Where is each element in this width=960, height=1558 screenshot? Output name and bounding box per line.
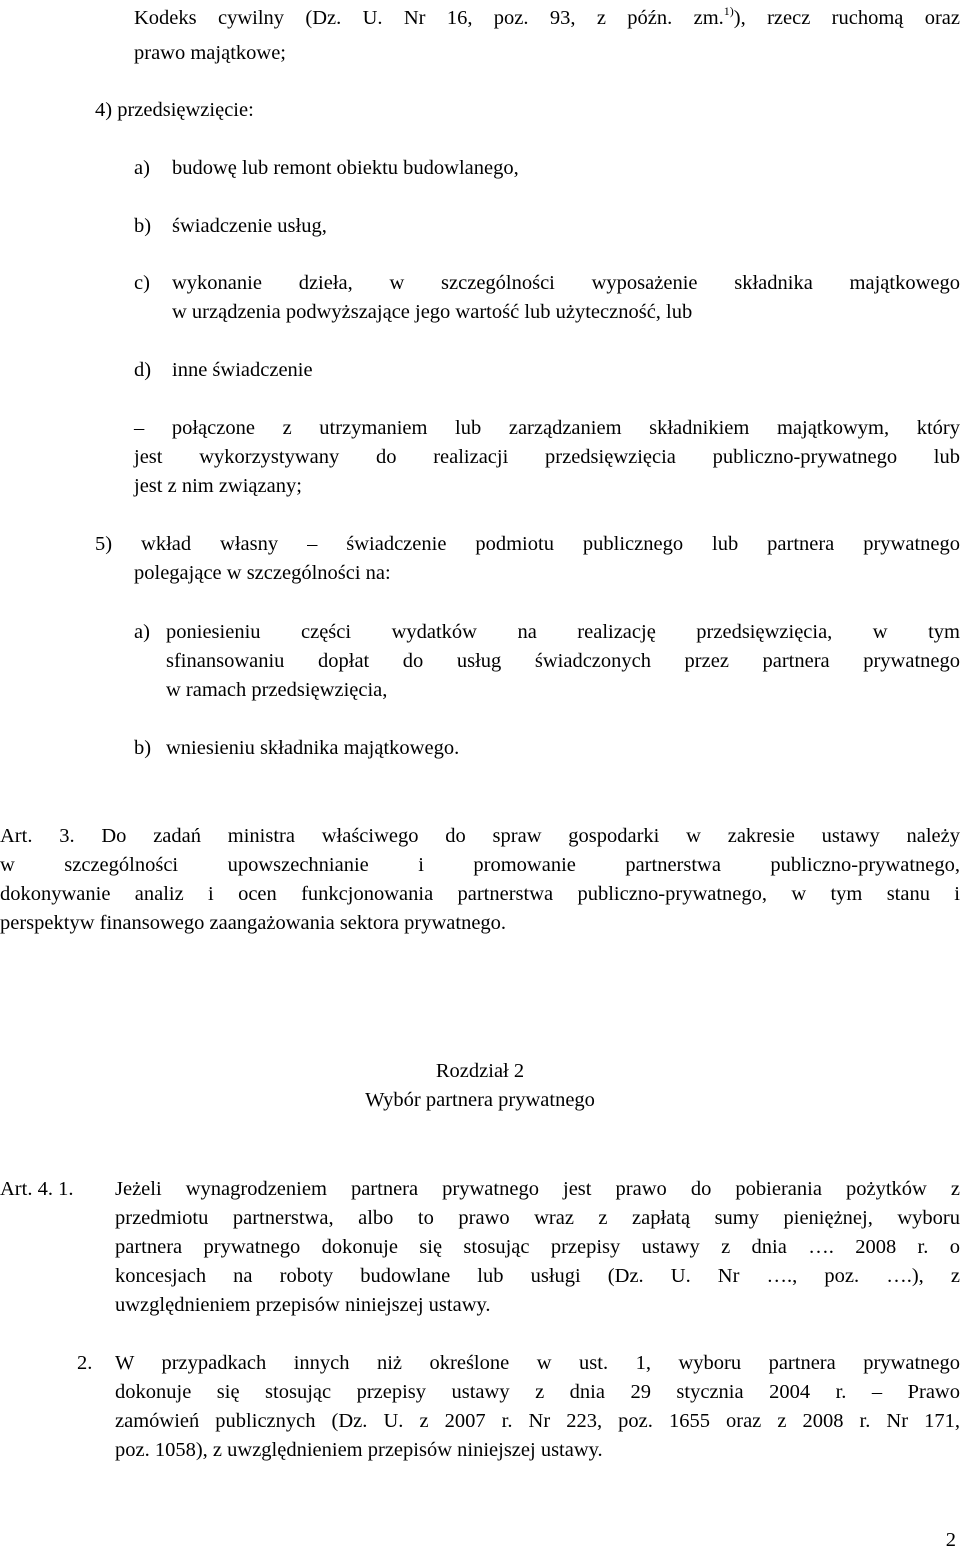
item4-tail-line-2: jest wykorzystywany do realizacji przedsięwzięcia publiczno-prywatnego lub — [134, 446, 960, 468]
item5-a-line-1: poniesieniu części wydatków na realizację przedsięwzięcia, w tym — [166, 621, 960, 643]
art4-p1-line-1: Jeżeli wynagrodzeniem partnera prywatnego jest prawo do pobierania pożytków z — [115, 1178, 960, 1200]
art4-p2-line-1: W przypadkach innych niż określone w ust. 1, wyboru partnera prywatnego — [115, 1352, 960, 1374]
item4-b-marker: b) — [134, 215, 152, 237]
item4-label: 4) przedsięwzięcie: — [95, 99, 254, 121]
art4-p2-line-4: poz. 1058), z uwzględnieniem przepisów niniejszej ustawy. — [115, 1439, 603, 1461]
item4-d-marker: d) — [134, 359, 152, 381]
art4-p1-line-4: koncesjach na roboty budowlane lub usługi (Dz. U. Nr …., poz. ….), z — [115, 1265, 960, 1287]
art4-p1-line-3: partnera prywatnego dokonuje się stosując przepisy ustawy z dnia …. 2008 r. o — [115, 1236, 960, 1258]
chapter-number: Rozdział 2 — [435, 1060, 525, 1082]
item4-b-text: świadczenie usług, — [172, 215, 327, 237]
page-number: 2 — [945, 1529, 956, 1551]
item4-d-text: inne świadczenie — [172, 359, 313, 381]
art4-p1-line-2: przedmiotu partnerstwa, albo to prawo wraz z zapłatą sumy pieniężnej, wyboru — [115, 1207, 960, 1229]
art4-p1-line-5: uwzględnieniem przepisów niniejszej ustawy. — [115, 1294, 491, 1316]
chapter-title: Wybór partnera prywatnego — [365, 1089, 595, 1111]
art4-label: Art. 4. 1. — [0, 1178, 74, 1200]
item5-b-text: wniesieniu składnika majątkowego. — [166, 737, 460, 759]
art3-line-3: dokonywanie analiz i ocen funkcjonowania partnerstwa publiczno-prywatnego, w tym stanu i — [0, 883, 960, 905]
item4-c-line-1: wykonanie dzieła, w szczególności wyposażenie składnika majątkowego — [172, 272, 960, 294]
item4-a-text: budowę lub remont obiektu budowlanego, — [172, 157, 519, 179]
art3-line-1: Art. 3. Do zadań ministra właściwego do spraw gospodarki w zakresie ustawy należy — [0, 825, 960, 847]
item5-a-marker: a) — [134, 621, 150, 643]
item5-b-marker: b) — [134, 737, 152, 759]
item5-line-1: 5) wkład własny – świadczenie podmiotu publicznego lub partnera prywatnego — [95, 533, 960, 555]
intro-text-tail: ), rzecz ruchomą oraz — [733, 7, 960, 29]
item5-a-line-3: w ramach przedsięwzięcia, — [166, 679, 388, 701]
intro-line-1 — [134, 4, 960, 33]
art4-p2-marker: 2. — [77, 1352, 93, 1374]
intro-text: Kodeks cywilny (Dz. U. Nr 16, poz. 93, z późn. zm. — [134, 7, 724, 29]
item4-tail-line-1: – połączone z utrzymaniem lub zarządzaniem składnikiem majątkowym, który — [134, 417, 960, 439]
item5-line-2: polegające w szczególności na: — [134, 562, 391, 584]
footnote-reference[interactable]: 1) — [723, 4, 734, 18]
item4-tail-line-3: jest z nim związany; — [134, 475, 302, 497]
art3-line-4: perspektyw finansowego zaangażowania sektora prywatnego. — [0, 912, 507, 934]
art3-line-2: w szczególności upowszechnianie i promowanie partnerstwa publiczno-prywatnego, — [0, 854, 960, 876]
item4-c-marker: c) — [134, 272, 150, 294]
item4-c-line-2: w urządzenia podwyższające jego wartość lub użyteczność, lub — [172, 301, 693, 323]
item4-a-marker: a) — [134, 157, 150, 179]
item5-a-line-2: sfinansowaniu dopłat do usług świadczonych przez partnera prywatnego — [166, 650, 960, 672]
art4-p2-line-2: dokonuje się stosując przepisy ustawy z dnia 29 stycznia 2004 r. – Prawo — [115, 1381, 960, 1403]
intro-line-2: prawo majątkowe; — [134, 42, 286, 64]
art4-p2-line-3: zamówień publicznych (Dz. U. z 2007 r. Nr 223, poz. 1655 oraz z 2008 r. Nr 171, — [115, 1410, 960, 1432]
